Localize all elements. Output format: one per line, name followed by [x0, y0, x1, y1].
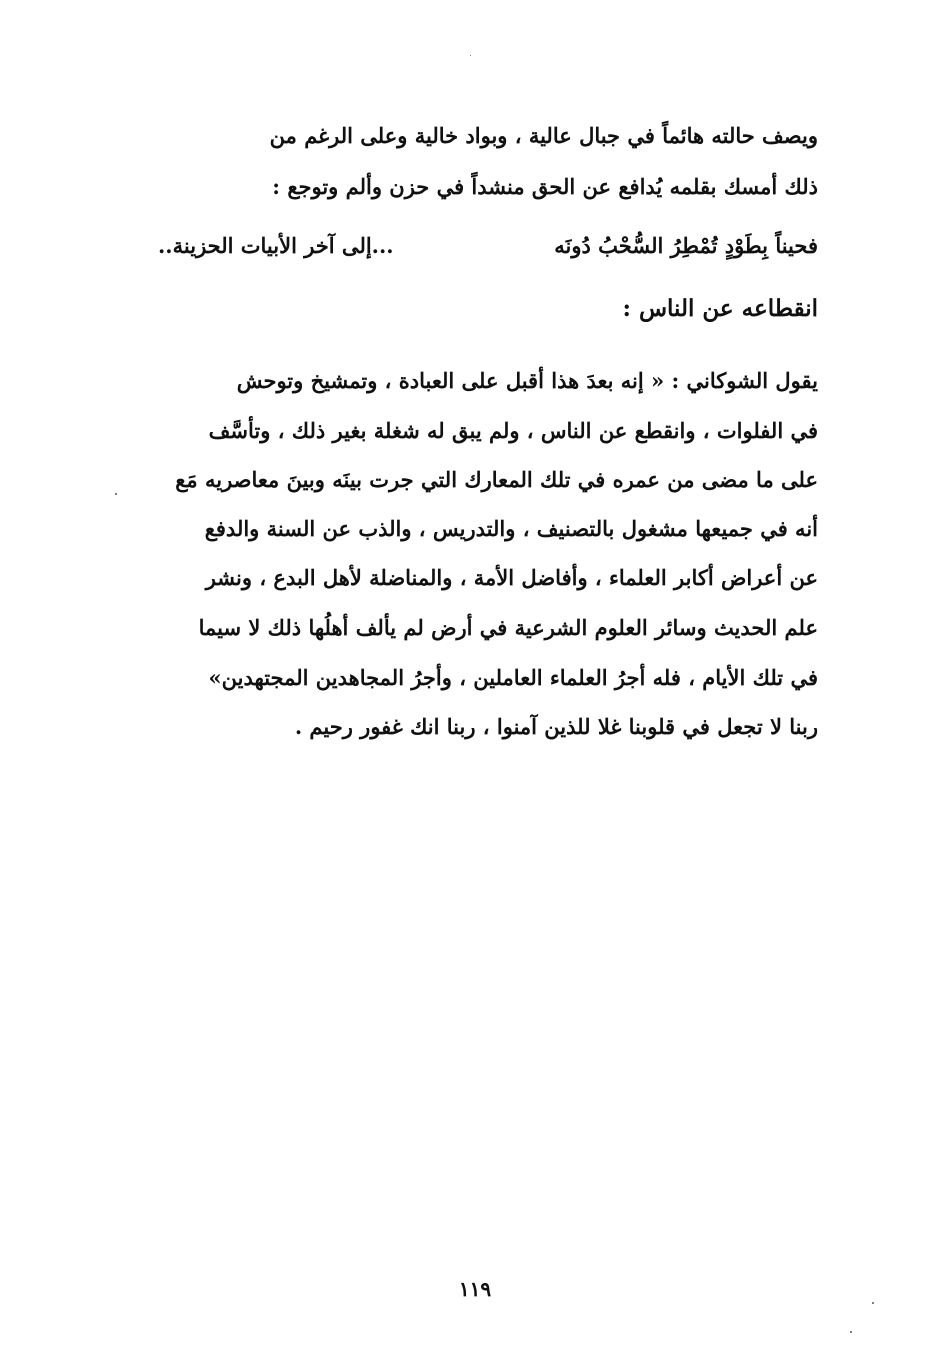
- verse-hemistich: فحيناً بِطَوْدٍ تُمْطِرُ السُّحْبُ دُونَه: [554, 233, 818, 258]
- page-number: ١١٩: [458, 1277, 492, 1301]
- text-line: في تلك الأيام ، فله أجرُ العلماء العاملين ، وأجرُ المجاهدين المجتهدين»: [208, 665, 818, 690]
- text-line: في الفلوات ، وانقطع عن الناس ، ولم يبق له شغلة بغير ذلك ، وتأسَّف: [208, 418, 818, 443]
- verse-line: [158, 229, 818, 263]
- verse-continuation-note: ...إلى آخر الأبيات الحزينة..: [158, 233, 394, 258]
- scan-speck: [470, 55, 471, 56]
- text-line: علم الحديث وسائر العلوم الشرعية في أرض لم يألف أهلُها ذلك لا سيما: [198, 615, 818, 640]
- text-line: عن أعراض أكابر العلماء ، وأفاضل الأمة ، والمناضلة لأهل البدع ، ونشر: [205, 565, 818, 590]
- text-line: أنه في جميعها مشغول بالتصنيف ، والتدريس ، والذب عن السنة والدفع: [204, 516, 818, 541]
- text-line: على ما مضى من عمره في تلك المعارك التي جرت بينَه وبينَ معاصريه مَع: [175, 467, 818, 492]
- scan-speck: [872, 1302, 874, 1304]
- text-line: ذلك أمسك بقلمه يُدافع عن الحق منشداً في حزن وألم وتوجع :: [272, 174, 818, 199]
- scan-speck: [850, 1331, 852, 1333]
- text-line: ويصف حالته هائماً في جبال عالية ، وبواد خالية وعلى الرغم من: [269, 123, 818, 148]
- section-heading: انقطاعه عن الناس :: [622, 295, 818, 322]
- text-line: يقول الشوكاني : « إنه بعدَ هذا أقبل على العبادة ، وتمشيخ وتوحش: [236, 368, 818, 393]
- text-line: ربنا لا تجعل في قلوبنا غلا للذين آمنوا ، ربنا انك غفور رحيم .: [294, 714, 818, 739]
- scan-speck: [115, 493, 117, 495]
